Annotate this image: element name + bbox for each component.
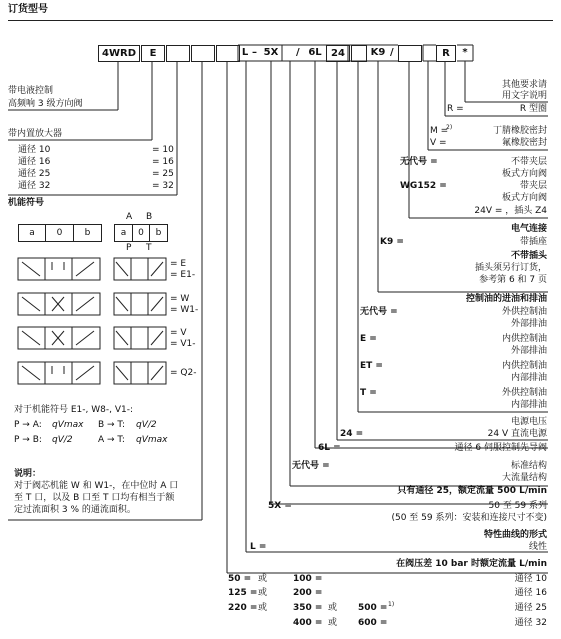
flow-2a: P → B: [14, 435, 42, 445]
linear: 线性 [528, 542, 547, 552]
code-box-6l: 6L [308, 47, 322, 58]
flow-r4-f: 通径 32 [514, 618, 547, 628]
flow-r1-f: 通径 10 [514, 574, 547, 584]
symbol-cell-0: 0 [46, 225, 74, 241]
flow-r3-f: 通径 25 [514, 603, 547, 613]
flow-r3-a: 220 = [228, 603, 258, 613]
code-slash-2: / [390, 47, 394, 58]
flow-r1-c: 100 = [293, 574, 323, 584]
with-socket: 带插座 [519, 237, 547, 247]
flow-r4-e: 600 = [358, 618, 388, 628]
code-box-5x: 5X [263, 47, 279, 58]
pilot-int-out-2: 内部排油 [510, 400, 547, 410]
port-p-label: P [126, 243, 132, 253]
flow-r3-sup: 1) [388, 601, 395, 608]
code-dash-1: – [252, 47, 257, 58]
pilot-ext-in-2: 外供控制油 [501, 388, 547, 398]
board-2: 板式方向阀 [501, 193, 547, 203]
symbol-cell-b2: b [155, 228, 162, 238]
size-code-32: = 32 [152, 181, 174, 191]
flow-r2-f: 通径 16 [514, 588, 547, 598]
code-slash-1: / [296, 47, 300, 58]
no-code-1: 无代号 = [400, 157, 438, 167]
voltage-plug: 24V = ，插头 Z4 [474, 206, 547, 216]
port-b-label: B [146, 212, 153, 222]
sym-code-v: = V [170, 328, 187, 338]
r-text: R 型圈 [519, 104, 547, 114]
symbol-title: 机能符号 [8, 198, 45, 208]
size-code-25: = 25 [152, 169, 174, 179]
code-box-star: * [462, 47, 468, 58]
sym-code-w1: = W1- [170, 305, 199, 315]
pilot-int-out: 内部排油 [510, 373, 547, 383]
sym-code-e1: = E1- [170, 270, 196, 280]
symbol-cell-a2: a [115, 225, 133, 241]
size-name-10: 通径 10 [18, 145, 51, 155]
code-6l: 6L = [318, 443, 341, 453]
flow-r1-b: 或 [258, 574, 268, 584]
standard: 标准结构 [510, 461, 547, 471]
sym-code-e: = E [170, 259, 187, 269]
code-5x: 5X = [268, 501, 292, 511]
code-box-l: L [241, 47, 249, 58]
et-code: ET = [360, 361, 383, 371]
v-text: 氟橡胶密封 [501, 138, 547, 148]
m-text: 丁腈橡胶密封 [492, 126, 547, 136]
m-code: M = [430, 126, 449, 136]
curve-title: 特性曲线的形式 [483, 530, 547, 540]
code-box-24: 24 [326, 45, 350, 62]
note-line-2: 至 T 口，以及 B 口至 T 口均有相当于额 [14, 493, 175, 503]
only-25: 只有通径 25，额定流量 500 L/min [397, 486, 547, 496]
amp-title: 带内置放大器 [8, 129, 63, 139]
flow-1b: qVmax [52, 420, 84, 430]
flow-2b: qV/2 [52, 435, 73, 445]
pilot-ext-out: 外部排油 [510, 319, 547, 329]
flow-2c: A → T: [98, 435, 125, 445]
flow-1c: B → T: [98, 420, 125, 430]
flow-r3-e: 500 = [358, 603, 388, 613]
no-code-3: 无代号 = [292, 461, 330, 471]
with-layer: 带夹层 [519, 181, 547, 191]
code-box-type: 4WRD [98, 45, 140, 62]
flow-note-title: 对于机能符号 E1-, W8-, V1-: [14, 405, 133, 415]
symbol-cell-b: b [84, 228, 91, 238]
plug-note-1: 插头须另行订货， [474, 263, 547, 273]
r-code: R = [447, 104, 464, 114]
flow-r1-a: 50 = [228, 574, 252, 584]
flow-r2-a: 125 = [228, 588, 258, 598]
k9-code: K9 = [380, 237, 404, 247]
symbol-cell-02: 0 [133, 225, 150, 241]
e-code: E = [360, 334, 377, 344]
supply-1: 电源电压 [510, 417, 547, 427]
flow-r2-c: 200 = [293, 588, 323, 598]
plug-note-2: 参考第 6 和 7 页 [479, 275, 547, 285]
other-line-2: 用文字说明 [501, 91, 547, 101]
port-t-label: T [146, 243, 152, 253]
series: 50 至 59 系列 [488, 501, 547, 511]
other-line-1: 其他要求请 [501, 80, 547, 90]
supply-2: 24 V 直流电源 [487, 429, 547, 439]
code-24: 24 = [340, 429, 364, 439]
v-code: V = [430, 138, 447, 148]
symbol-cell-a: a [19, 225, 46, 241]
pilot-int-in: 内供控制油 [501, 334, 547, 344]
desc-line-1: 带电液控制 [8, 86, 54, 96]
flow-2d: qVmax [136, 435, 168, 445]
sym-code-w: = W [170, 294, 190, 304]
flow-table-title: 在阀压差 10 bar 时额定流量 L/min [396, 559, 547, 569]
pilot-ext-out-2: 外部排油 [510, 346, 547, 356]
flow-r2-b: 或 [258, 588, 268, 598]
t-code: T = [360, 388, 377, 398]
flow-r4-d: 或 [328, 618, 338, 628]
flow-r4-c: 400 = [293, 618, 323, 628]
series-note: (50 至 59 系列：安装和连接尺寸不变) [391, 513, 547, 523]
big-flow: 大流量结构 [501, 473, 547, 483]
size-name-16: 通径 16 [18, 157, 51, 167]
pilot-title: 控制油的进油和排油 [465, 294, 547, 304]
note-line-1: 对于阀芯机能 W 和 W1-，在中位时 A 口 [14, 481, 179, 491]
board-1: 板式方向阀 [501, 169, 547, 179]
no-code-2: 无代号 = [360, 307, 398, 317]
code-box-k9: K9 [370, 47, 386, 58]
size-name-25: 通径 25 [18, 169, 51, 179]
servo: 通径 6 伺服控制先导阀 [454, 443, 547, 453]
code-box-r: R [436, 45, 456, 62]
flow-1d: qV/2 [136, 420, 157, 430]
size-code-10: = 10 [152, 145, 174, 155]
flow-1a: P → A: [14, 420, 42, 430]
port-a-label: A [126, 212, 133, 222]
m-sup: 2) [446, 124, 453, 131]
flow-r3-d: 或 [328, 603, 338, 613]
pilot-ext-in: 外供控制油 [501, 307, 547, 317]
desc-line-2: 高频响 3 级方向阀 [8, 99, 83, 109]
pilot-int-in-2: 内供控制油 [501, 361, 547, 371]
sym-code-v1: = V1- [170, 339, 196, 349]
code-l: L = [250, 542, 267, 552]
flow-r3-c: 350 = [293, 603, 323, 613]
sym-code-q2: = Q2- [170, 368, 197, 378]
no-layer: 不带夹层 [510, 157, 547, 167]
page-title: 订货型号 [8, 4, 48, 15]
elec-title: 电气连接 [510, 224, 547, 234]
code-box-e: E [141, 45, 165, 62]
note-line-3: 定过流面积 3 % 的通流面积。 [14, 505, 136, 515]
wg-code: WG152 = [400, 181, 447, 191]
size-name-32: 通径 32 [18, 181, 51, 191]
flow-r3-b: 或 [258, 603, 268, 613]
note-title: 说明： [14, 469, 42, 479]
size-code-16: = 16 [152, 157, 174, 167]
without-plug: 不带插头 [510, 251, 547, 261]
